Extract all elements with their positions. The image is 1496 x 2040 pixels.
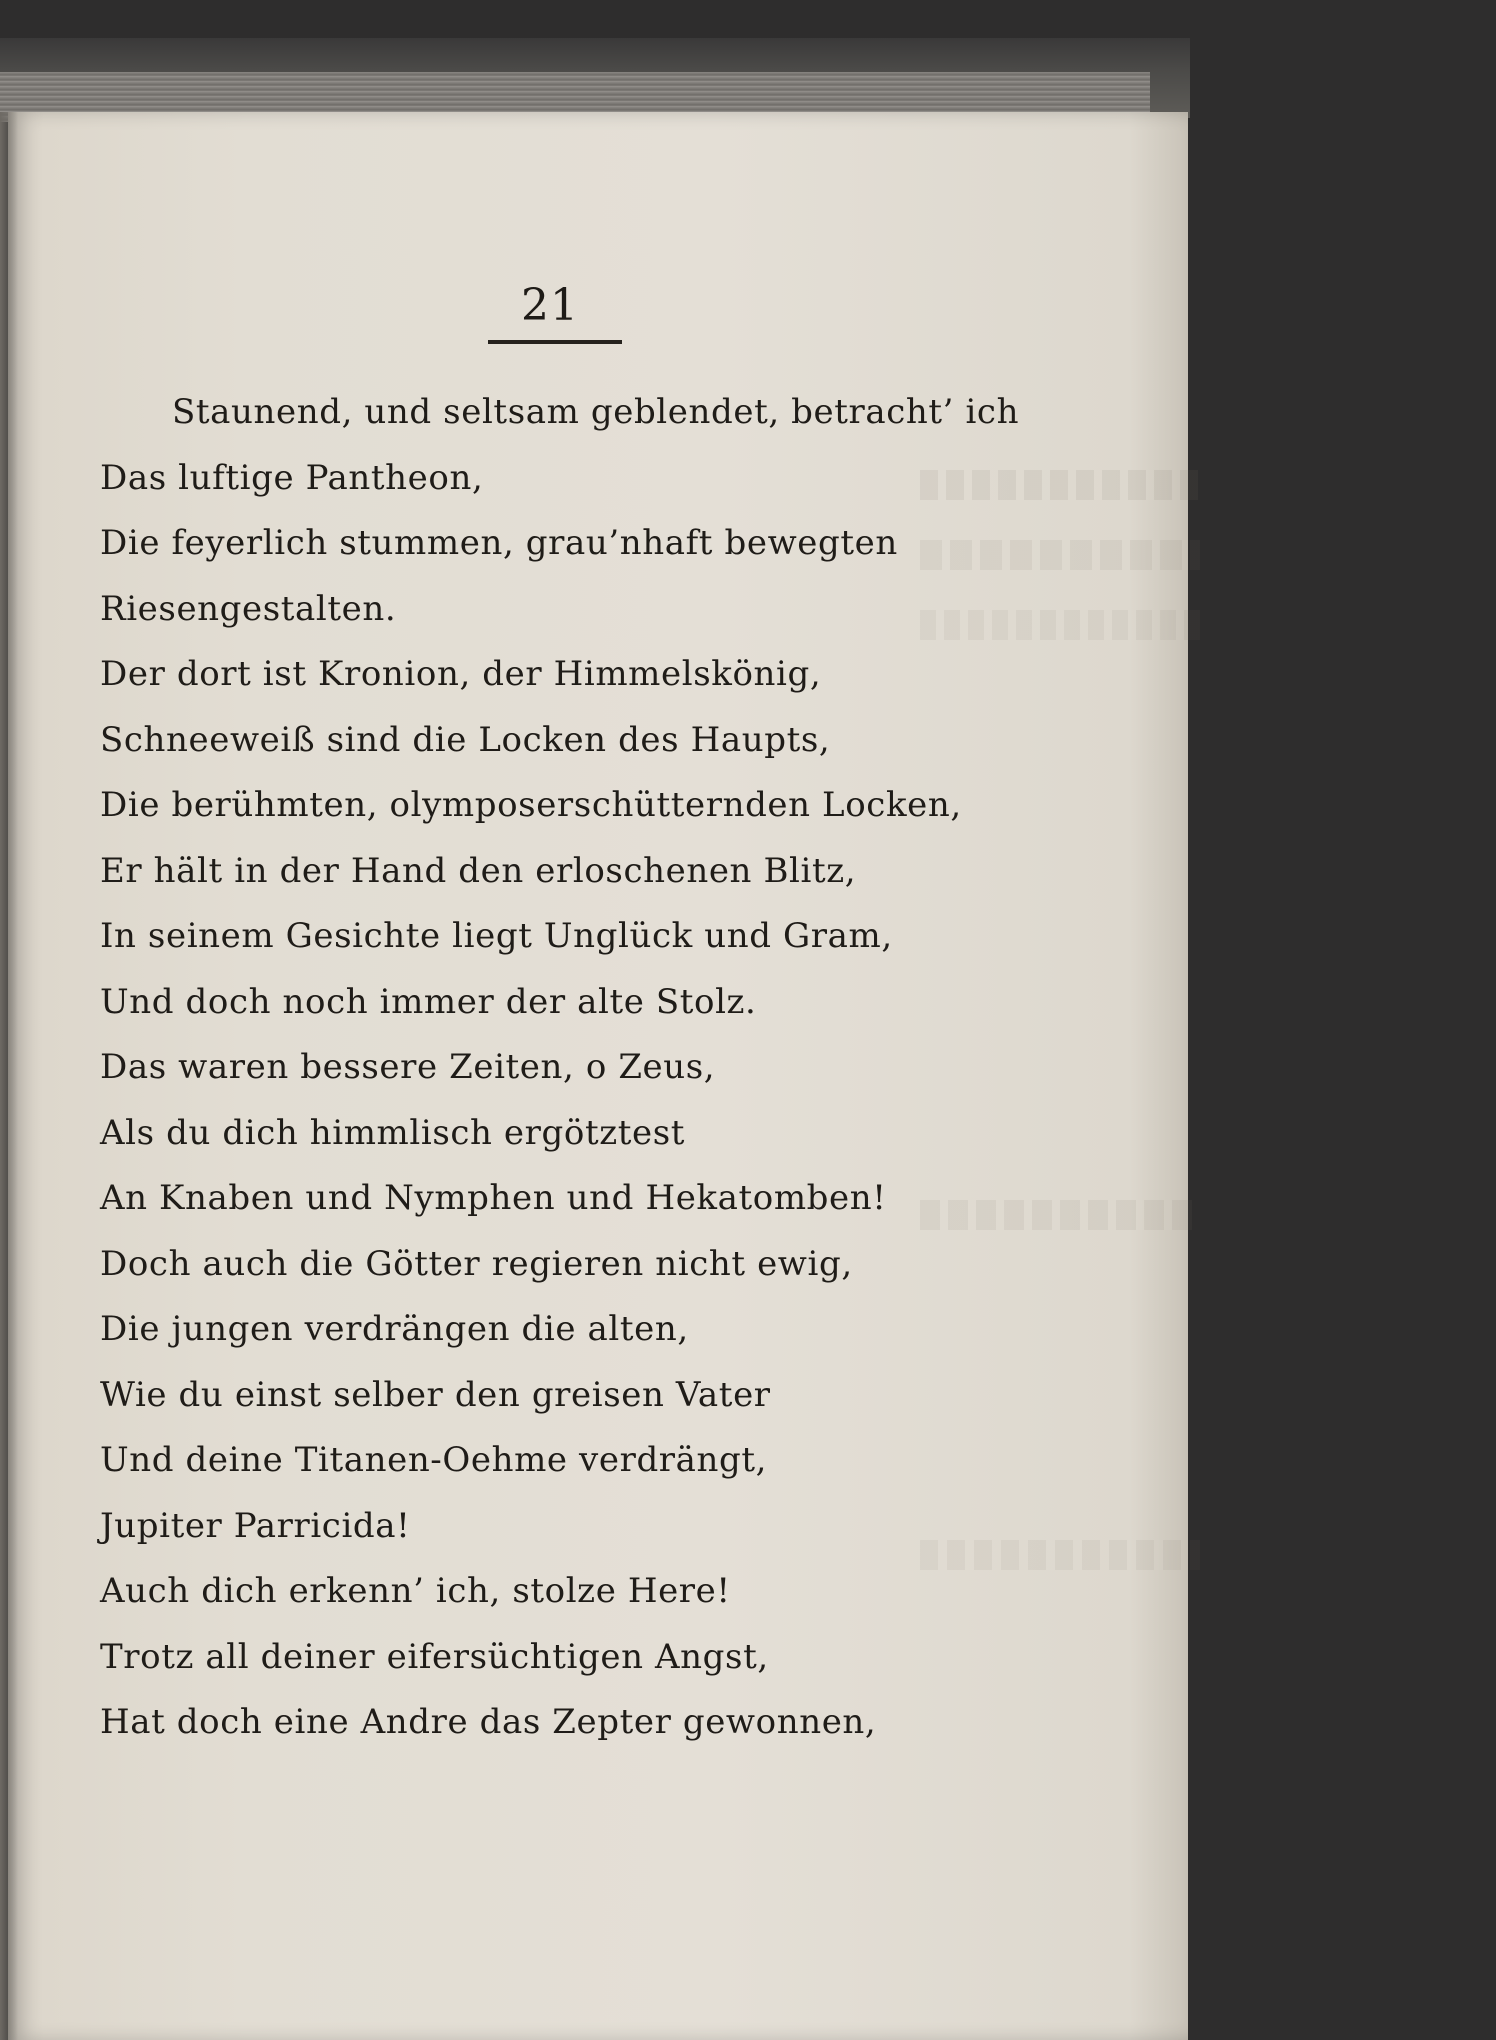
verse-line: Wie du einst selber den greisen Vater [100, 1374, 771, 1415]
verse-line: Das luftige Pantheon, [100, 457, 484, 498]
verse-line: Staunend, und seltsam geblendet, betracht’ ich [172, 392, 1020, 432]
verse-line: Riesengestalten. [100, 588, 397, 629]
gutter-shadow [0, 112, 18, 2040]
header-rule [488, 340, 622, 344]
verse-line: Jupiter Parricida! [100, 1505, 411, 1546]
poem-text [100, 380, 1100, 1756]
verse-line: Die feyerlich stummen, grau’nhaft bewegten [100, 523, 898, 563]
verse-line: Er hält in der Hand den erloschenen Blitz, [100, 850, 857, 891]
verse-line: Als du dich himmlisch ergötztest [100, 1112, 686, 1153]
verse-line: Das waren bessere Zeiten, o Zeus, [100, 1047, 716, 1087]
verse-line: Auch dich erkenn’ ich, stolze Here! [100, 1571, 731, 1611]
verse-line: Doch auch die Götter regieren nicht ewig, [100, 1243, 853, 1284]
verse-line: Und deine Titanen-Oehme verdrängt, [100, 1440, 768, 1480]
verse-line: Die jungen verdrängen die alten, [100, 1309, 689, 1349]
verse-line: Und doch noch immer der alte Stolz. [100, 981, 757, 1022]
verse-line: Die berühmten, olymposerschütternden Locken, [100, 785, 962, 825]
verse-line: Hat doch eine Andre das Zepter gewonnen, [100, 1702, 877, 1742]
verse-line: An Knaben und Nymphen und Hekatomben! [100, 1178, 887, 1218]
page-number: 21 [521, 280, 579, 331]
verse-line: Trotz all deiner eifersüchtigen Angst, [100, 1636, 769, 1677]
verse-line: Der dort ist Kronion, der Himmelskönig, [100, 654, 822, 694]
verse-line: Schneeweiß sind die Locken des Haupts, [100, 719, 831, 760]
verse-line: In seinem Gesichte liegt Unglück und Gram, [100, 916, 893, 956]
